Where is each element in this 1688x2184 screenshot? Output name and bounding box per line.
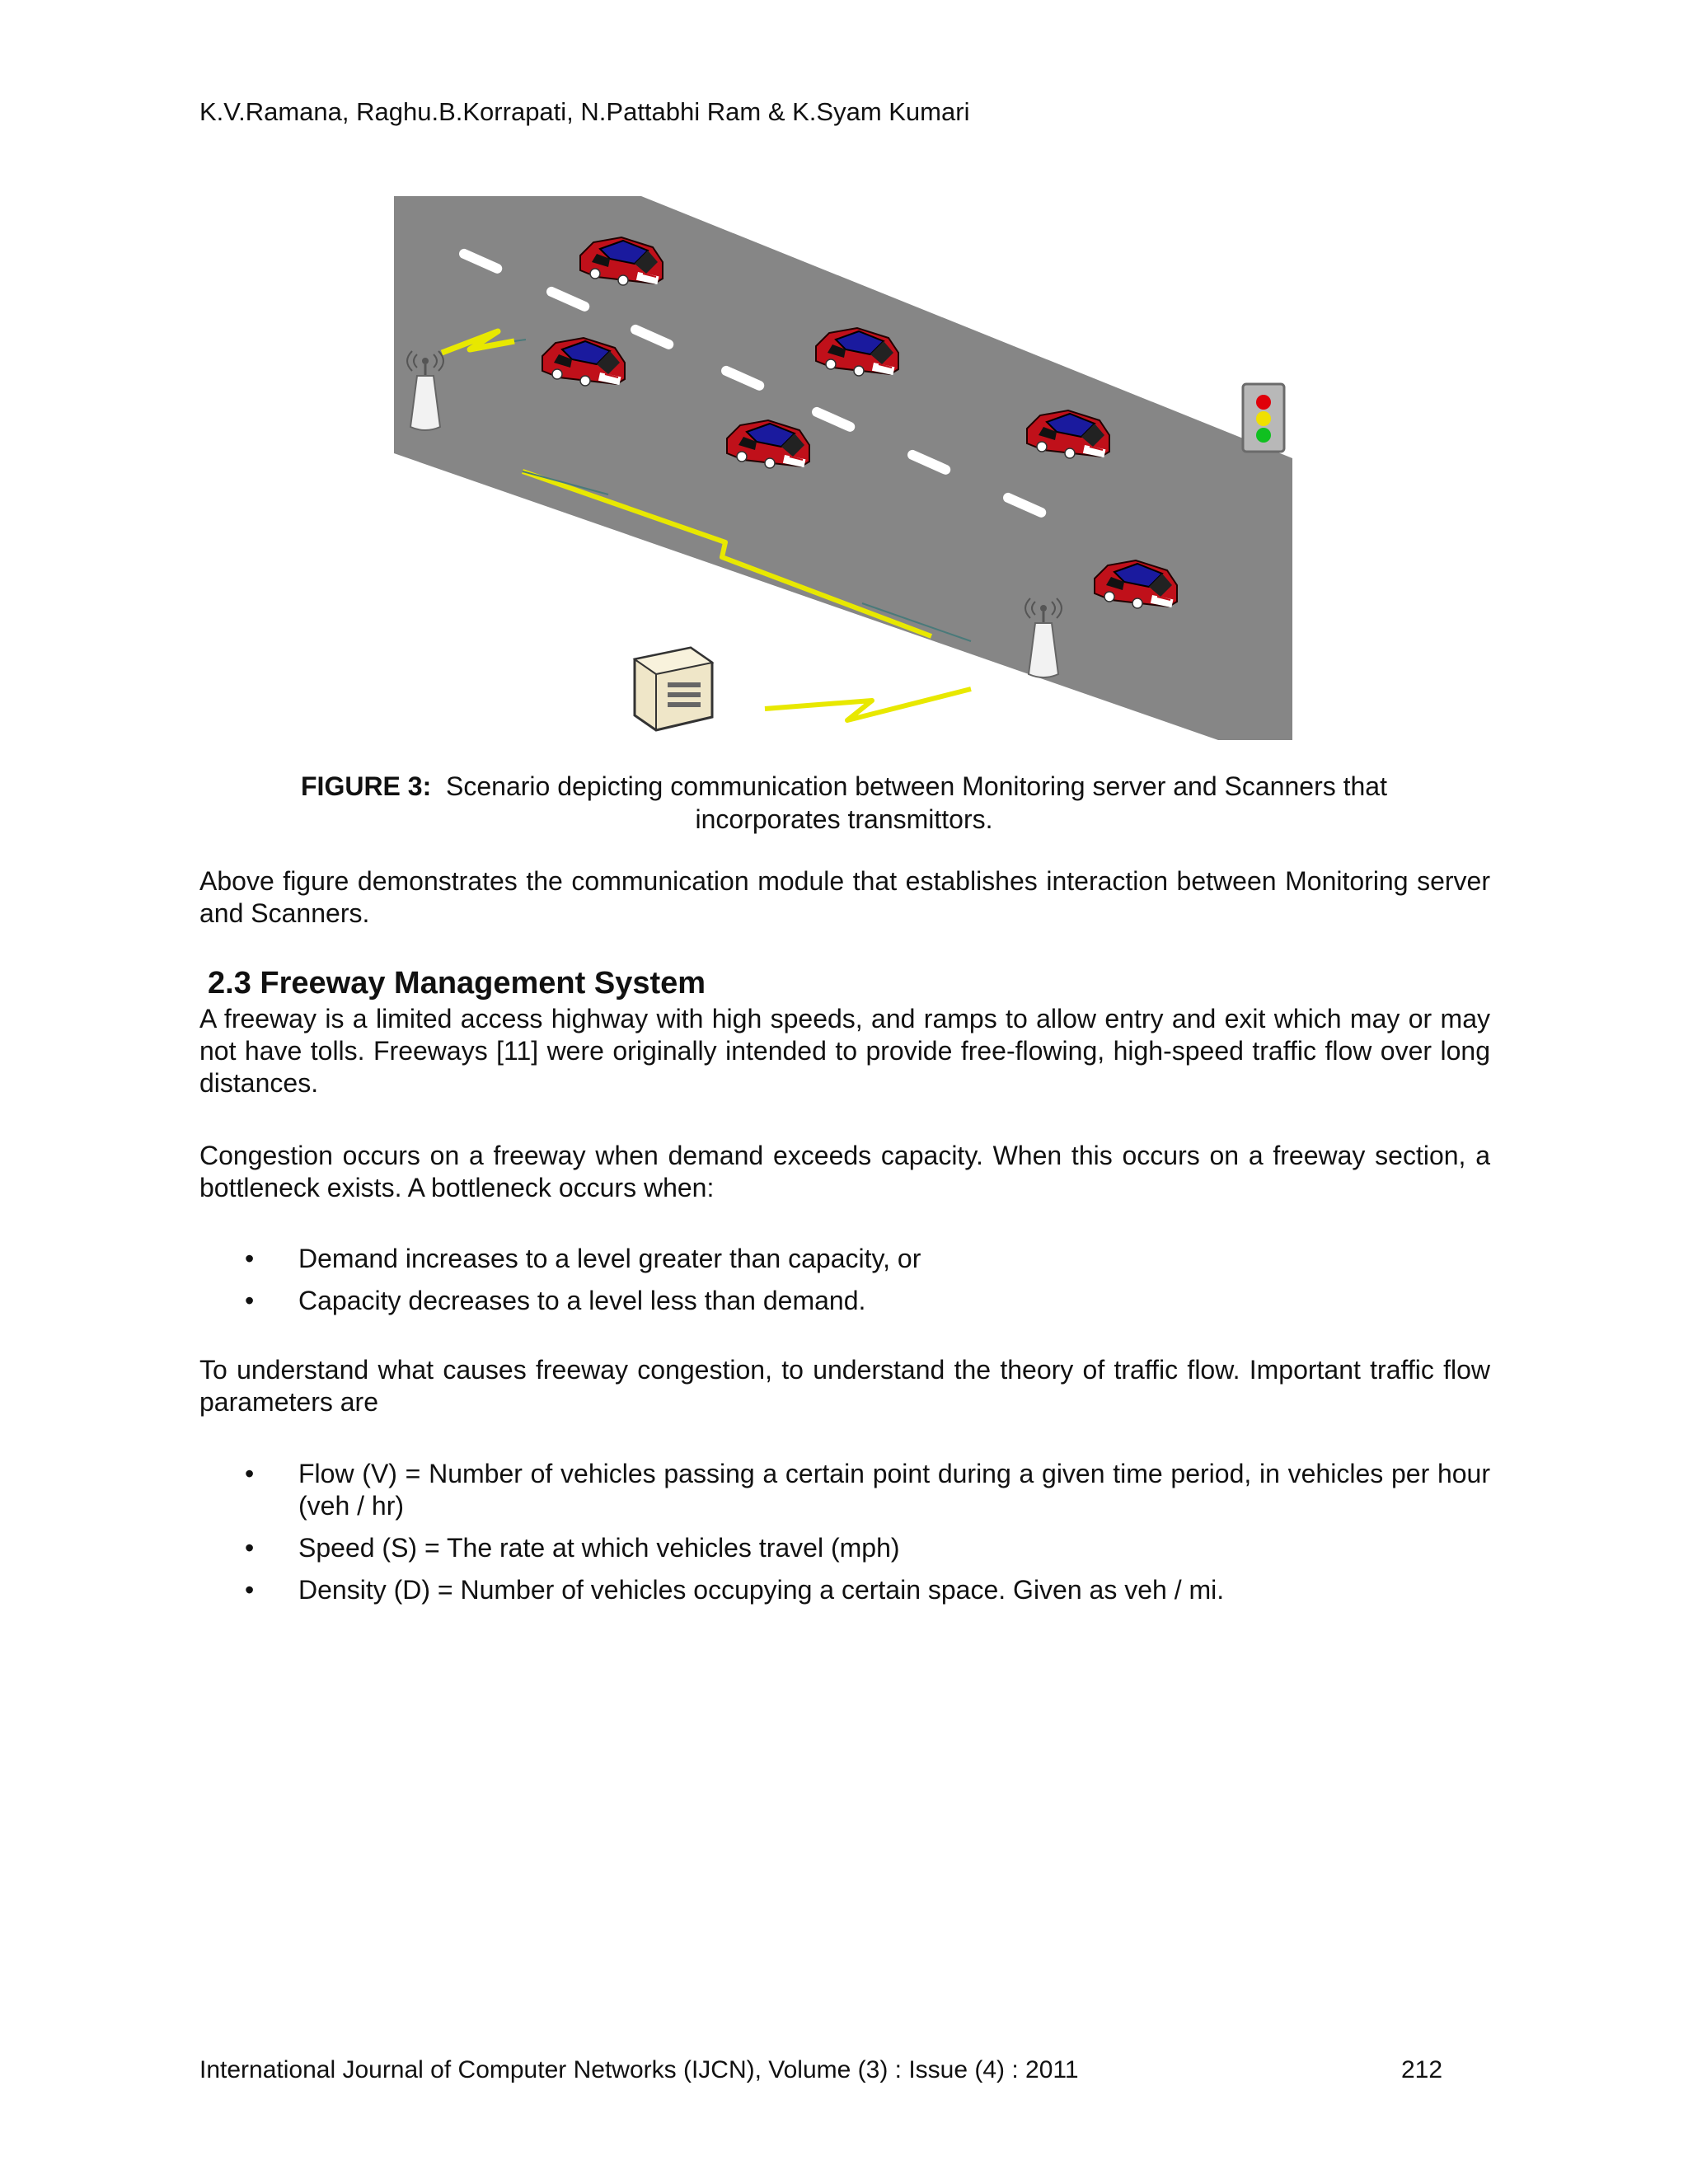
running-head-authors: K.V.Ramana, Raghu.B.Korrapati, N.Pattabhi Ram & K.Syam Kumari [199, 97, 970, 126]
list-item [199, 1574, 1490, 1606]
bullet-icon: • [245, 1286, 255, 1315]
freeway-paragraph: A freeway is a limited access highway with high speeds, and ramps to allow entry and exit which may or may not have tolls. Freeways [11] were originally intended to provide free-flowing, high-speed traffic flow over long distances. [199, 1004, 1490, 1098]
parameters-list [199, 1458, 1490, 1606]
list-item-text: Flow (V) = Number of vehicles passing a certain point during a given time period, in vehicles per hour (veh / hr) [298, 1459, 1490, 1521]
figure-3-illustration [394, 196, 1292, 740]
figure-caption-text: Scenario depicting communication between Monitoring server and Scanners that incorporates transmittors. [446, 771, 1387, 834]
server-icon [635, 648, 712, 730]
bottleneck-list [199, 1243, 1490, 1317]
bullet-icon: • [245, 1533, 255, 1563]
list-item [199, 1285, 1490, 1317]
section-heading: 2.3 Freeway Management System [208, 966, 706, 1001]
figure-label: FIGURE 3: [301, 771, 432, 801]
freeway-scene [394, 196, 1292, 740]
list-item [199, 1532, 1490, 1564]
list-item-text: Capacity decreases to a level less than demand. [298, 1286, 866, 1315]
list-item-text: Speed (S) = The rate at which vehicles travel (mph) [298, 1533, 900, 1563]
intro-paragraph: Above figure demonstrates the communication module that establishes interaction between Monitoring server and Scanners. [199, 866, 1490, 928]
parameters-paragraph: To understand what causes freeway congestion, to understand the theory of traffic flow. Important traffic flow parameters are [199, 1355, 1490, 1417]
footer-journal: International Journal of Computer Networks (IJCN), Volume (3) : Issue (4) : 2011 [199, 2056, 1079, 2083]
congestion-paragraph: Congestion occurs on a freeway when demand exceeds capacity. When this occurs on a freeway section, a bottleneck exists. A bottleneck occurs when: [199, 1141, 1490, 1202]
page-number: 212 [1401, 2056, 1443, 2083]
bullet-icon: • [245, 1459, 255, 1488]
list-item-text: Density (D) = Number of vehicles occupying a certain space. Given as veh / mi. [298, 1575, 1225, 1605]
list-item-text: Demand increases to a level greater than capacity, or [298, 1244, 921, 1273]
traffic-light-icon [1243, 384, 1284, 452]
list-item [199, 1458, 1490, 1522]
bullet-icon: • [245, 1244, 255, 1273]
figure-caption [247, 770, 1441, 836]
bullet-icon: • [245, 1575, 255, 1605]
list-item [199, 1243, 1490, 1275]
